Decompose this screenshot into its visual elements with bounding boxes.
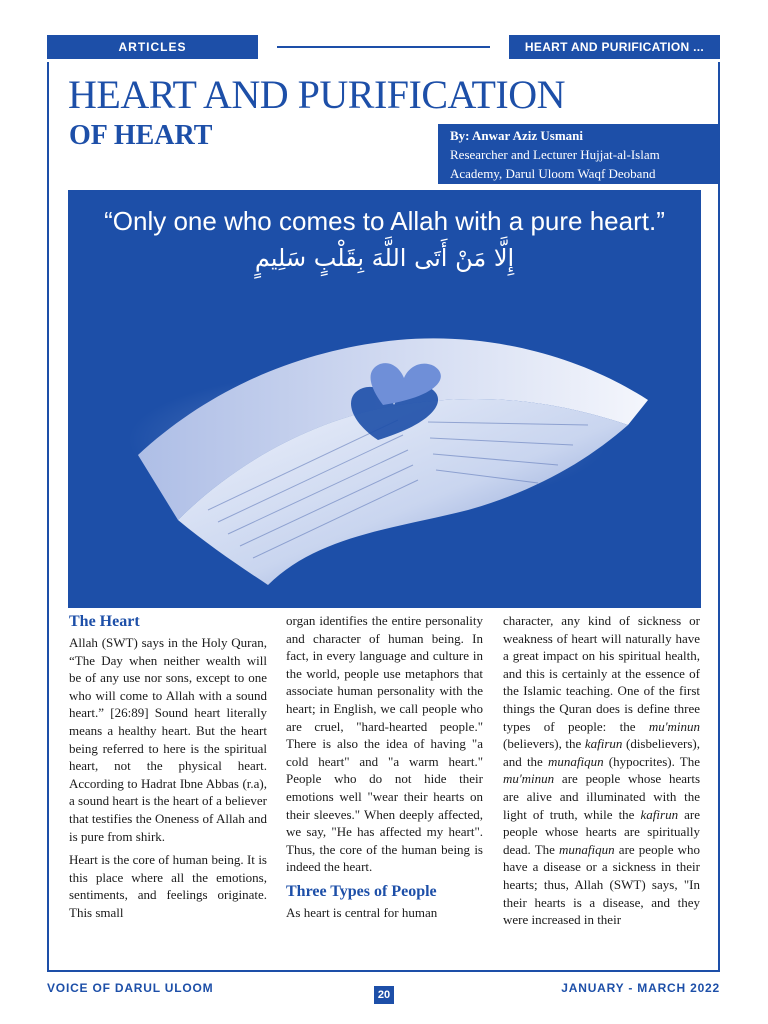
section-heading-three-types: Three Types of People xyxy=(286,882,437,900)
text-column-2 xyxy=(286,612,483,964)
article-title: HEART AND PURIFICATION xyxy=(68,72,566,117)
term: munafiqun xyxy=(548,753,604,769)
hero-image xyxy=(68,190,701,608)
page-number: 20 xyxy=(374,986,394,1004)
issue-date: JANUARY - MARCH 2022 xyxy=(561,981,720,995)
quote-arabic: إِلَّا مَنْ أَتَى اللَّهَ بِقَلْبٍ سَلِيمٍ xyxy=(254,244,515,272)
term: kafirun xyxy=(640,806,679,822)
quote-english: “Only one who comes to Allah with a pure heart.” xyxy=(104,206,665,236)
article-subtitle: OF HEART xyxy=(69,120,213,151)
author-affiliation: Academy, Darul Uloom Waqf Deoband xyxy=(450,166,656,181)
section-heading-the-heart: The Heart xyxy=(69,613,140,630)
term: mu'minun xyxy=(648,718,700,734)
term: munafiqun xyxy=(559,841,615,857)
header-divider xyxy=(277,46,490,48)
paragraph: character, any kind of sickness or weakness of heart will naturally have a great impact on his spiritual health, and this is certainly at the essence of the Islamic teaching. One of the first things the Quran does is define three types of people: the mu'minun (believers), the kafirun (disbelievers), and the munafiqun (hypocrites). The mu'minun are people whose hearts are alive and illuminated with the light of truth, while the kafirun are people whose hearts are spiritually dead. The munafiqun are people who have a disease or a sickness in their hearts; thus, Allah (SWT) says, "In their hearts is a disease, and they were increased in their xyxy=(503,613,700,928)
paragraph: Allah (SWT) says in the Holy Quran, “The Day when neither wealth will be of any use nor sons, except to one who will come to Allah with a sound heart.” [26:89] Sound heart literally means a healthy heart. But the heart being referred to here is the spiritual heart, not the physical heart. According to Hadrat Ibne Abbas (r.a), a sound heart is the heart of a believer that testifies the Oneness of Allah and is pure from shirk. xyxy=(69,635,267,844)
term: kafirun xyxy=(584,736,623,752)
paragraph: organ identifies the entire personality and character of human being. In fact, in every language and culture in the world, people use metaphors that associate human personality with the heart; in English, we call people who are cruel, "hard-hearted people." There is also the idea of having "a cold heart" and "a warm heart." People who do not hide their emotions well "wear their hearts on their sleeves." When deeply affected, we say, "He has affected my heart". Thus, the core of the human being is indeed the heart. xyxy=(286,613,483,875)
text-column-1 xyxy=(69,612,267,964)
section-label: ARTICLES xyxy=(47,35,258,59)
author-box xyxy=(438,124,718,184)
running-title: HEART AND PURIFICATION ... xyxy=(509,35,720,59)
text-column-3 xyxy=(503,612,700,964)
paragraph: Heart is the core of human being. It is this place where all the emotions, sentiments, and feelings originate. This small xyxy=(69,852,267,920)
publication-name: VOICE OF DARUL ULOOM xyxy=(47,981,214,995)
author-name: By: Anwar Aziz Usmani xyxy=(450,128,584,143)
term: mu'minun xyxy=(503,771,555,787)
author-role: Researcher and Lecturer Hujjat-al-Islam xyxy=(450,147,660,162)
paragraph: As heart is central for human xyxy=(286,904,438,920)
